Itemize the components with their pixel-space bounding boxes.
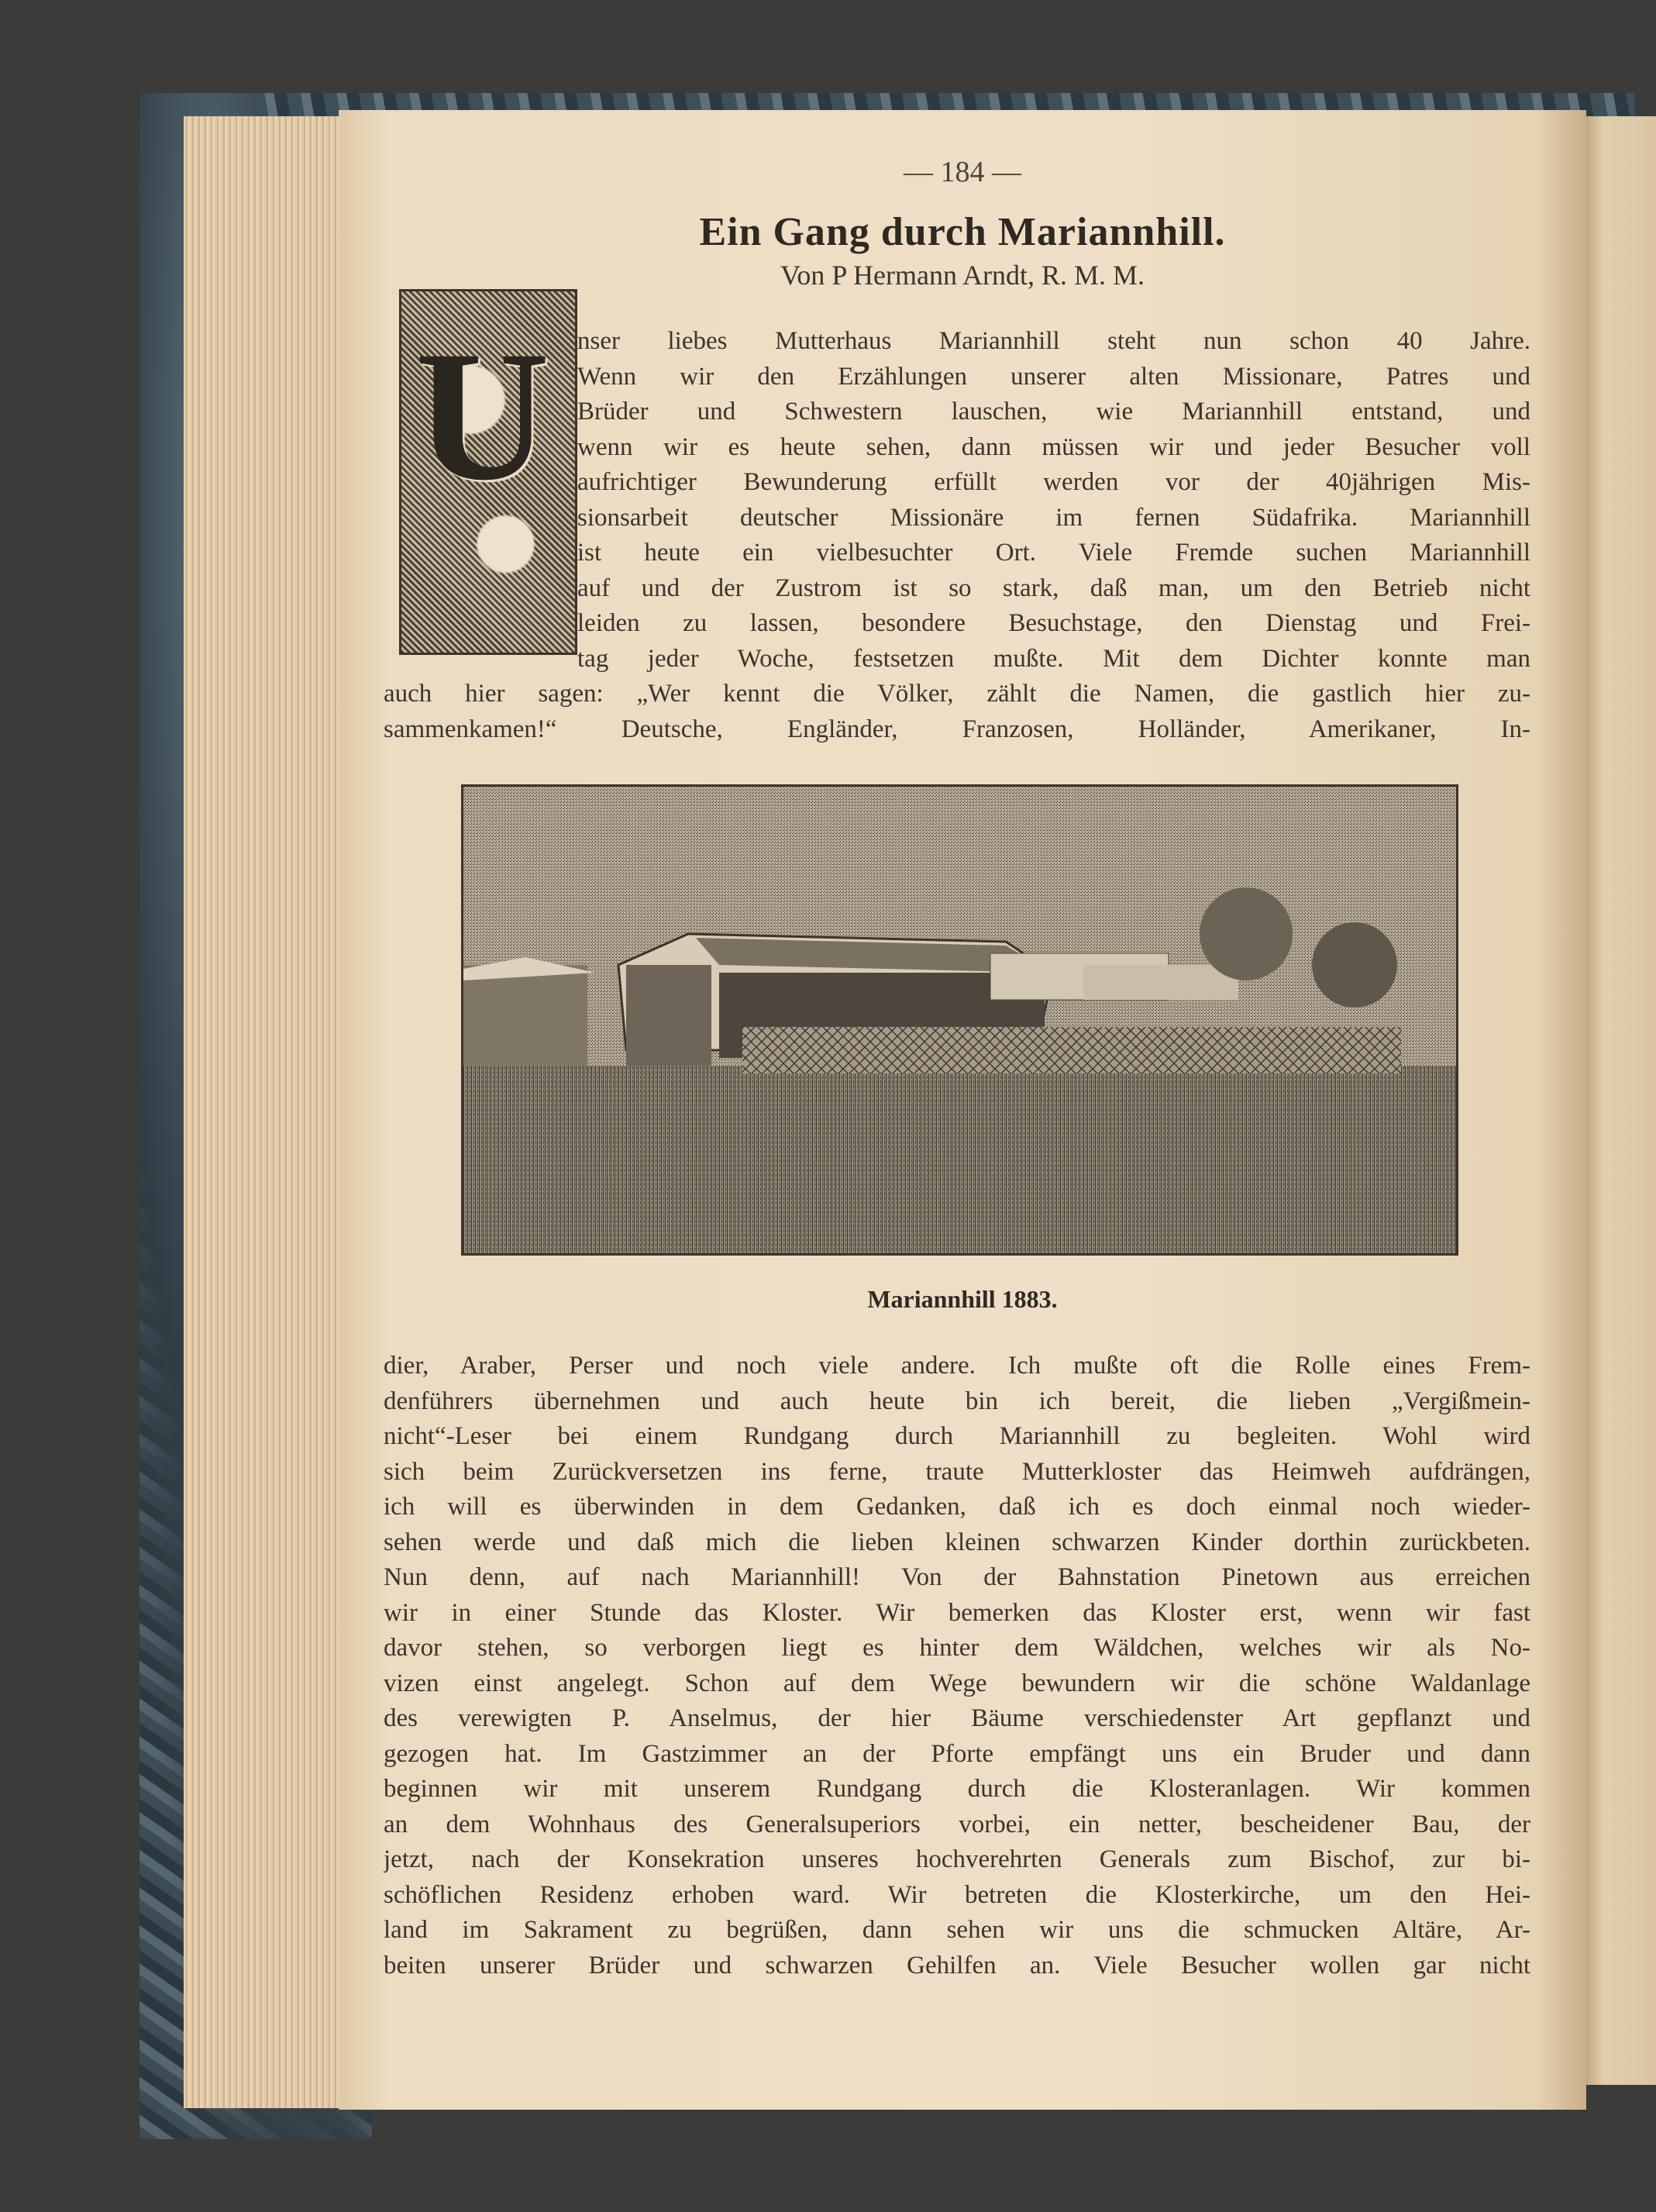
article-title: Ein Gang durch Mariannhill.: [699, 210, 1226, 254]
text-line: land im Sakrament zu begrüßen, dann sehen wir uns die schmucken Altäre, Ar-: [384, 1916, 1530, 1944]
text-line: sehen werde und daß mich die lieben kleinen schwarzen Kinder dorthin zurückbeten.: [384, 1528, 1530, 1556]
text-line: schöflichen Residenz erhoben ward. Wir betreten die Klosterkirche, um den Hei-: [384, 1880, 1530, 1909]
text-line: gezogen hat. Im Gastzimmer an der Pforte empfängt uns ein Bruder und dann: [384, 1739, 1530, 1768]
illustration-mariannhill-1883: [461, 784, 1458, 1256]
illustration-image: [463, 787, 1456, 1253]
figure-caption: Mariannhill 1883.: [867, 1285, 1058, 1313]
text-line: auch hier sagen: „Wer kennt die Völker, zählt die Namen, die gastlich hier zu-: [384, 680, 1530, 708]
text-line: wenn wir es heute sehen, dann müssen wir und jeder Besucher voll: [577, 432, 1530, 461]
page-edges: [184, 116, 346, 2108]
initial-letter-glyph: U: [415, 312, 550, 519]
text-line: beiten unserer Brüder und schwarzen Gehilfen an. Viele Besucher wollen gar nicht: [384, 1951, 1530, 1979]
text-line: auf und der Zustrom ist so stark, daß man, um den Betrieb nicht: [577, 574, 1530, 602]
text-line: sich beim Zurückversetzen ins ferne, traute Mutterkloster das Heimweh aufdrängen,: [384, 1457, 1530, 1486]
text-line: jetzt, nach der Konsekration unseres hochverehrten Generals zum Bischof, zur bi-: [384, 1845, 1530, 1873]
text-line: Brüder und Schwestern lauschen, wie Mariannhill entstand, und: [577, 398, 1530, 426]
text-line: Wenn wir den Erzählungen unserer alten Missionare, Patres und: [577, 362, 1530, 391]
text-line: beginnen wir mit unserem Rundgang durch die Klosteranlagen. Wir kommen: [384, 1775, 1530, 1803]
text-line: leiden zu lassen, besondere Besuchstage, den Dienstag und Frei-: [577, 609, 1530, 637]
text-line: ich will es überwinden in dem Gedanken, daß ich es doch einmal noch wieder-: [384, 1493, 1530, 1521]
text-line: dier, Araber, Perser und noch viele andere. Ich mußte oft die Rolle eines Frem-: [384, 1352, 1530, 1380]
text-line: davor stehen, so verborgen liegt es hinter dem Wäldchen, welches wir als No-: [384, 1634, 1530, 1662]
text-line: wir in einer Stunde das Kloster. Wir bemerken das Kloster erst, wenn wir fast: [384, 1598, 1530, 1627]
text-line: tag jeder Woche, festsetzen mußte. Mit dem Dichter konnte man: [577, 644, 1530, 673]
book-page: [339, 110, 1586, 2110]
facing-page-edge: [1581, 116, 1656, 2085]
text-line: vizen einst angelegt. Schon auf dem Wege bewundern wir die schöne Waldanlage: [384, 1669, 1530, 1697]
text-line: nicht“-Leser bei einem Rundgang durch Mariannhill zu begleiten. Wohl wird: [384, 1422, 1530, 1450]
paragraph-2: [384, 1349, 1530, 1983]
paragraph-1: [384, 312, 1530, 747]
text-line: aufrichtiger Bewunderung erfüllt werden vor der 40jährigen Mis-: [577, 468, 1530, 496]
text-line: sammenkamen!“ Deutsche, Engländer, Franzosen, Holländer, Amerikaner, In-: [384, 715, 1530, 743]
text-line: des verewigten P. Anselmus, der hier Bäume verschiedenster Art gepflanzt und: [384, 1704, 1530, 1732]
article-byline: Von P Hermann Arndt, R. M. M.: [780, 260, 1145, 291]
text-line: Nun denn, auf nach Mariannhill! Von der Bahnstation Pinetown aus erreichen: [384, 1563, 1530, 1591]
text-line: sionsarbeit deutscher Missionäre im fernen Südafrika. Mariannhill: [577, 503, 1530, 532]
text-line: denführers übernehmen und auch heute bin ich bereit, die lieben „Vergißmein-: [384, 1387, 1530, 1415]
page-number: — 184 —: [904, 156, 1021, 188]
text-line: an dem Wohnhaus des Generalsuperiors vorbei, ein netter, bescheidener Bau, der: [384, 1810, 1530, 1838]
text-line: ist heute ein vielbesuchter Ort. Viele Fremde suchen Mariannhill: [577, 539, 1530, 567]
text-line: nser liebes Mutterhaus Mariannhill steht nun schon 40 Jahre.: [577, 327, 1530, 355]
